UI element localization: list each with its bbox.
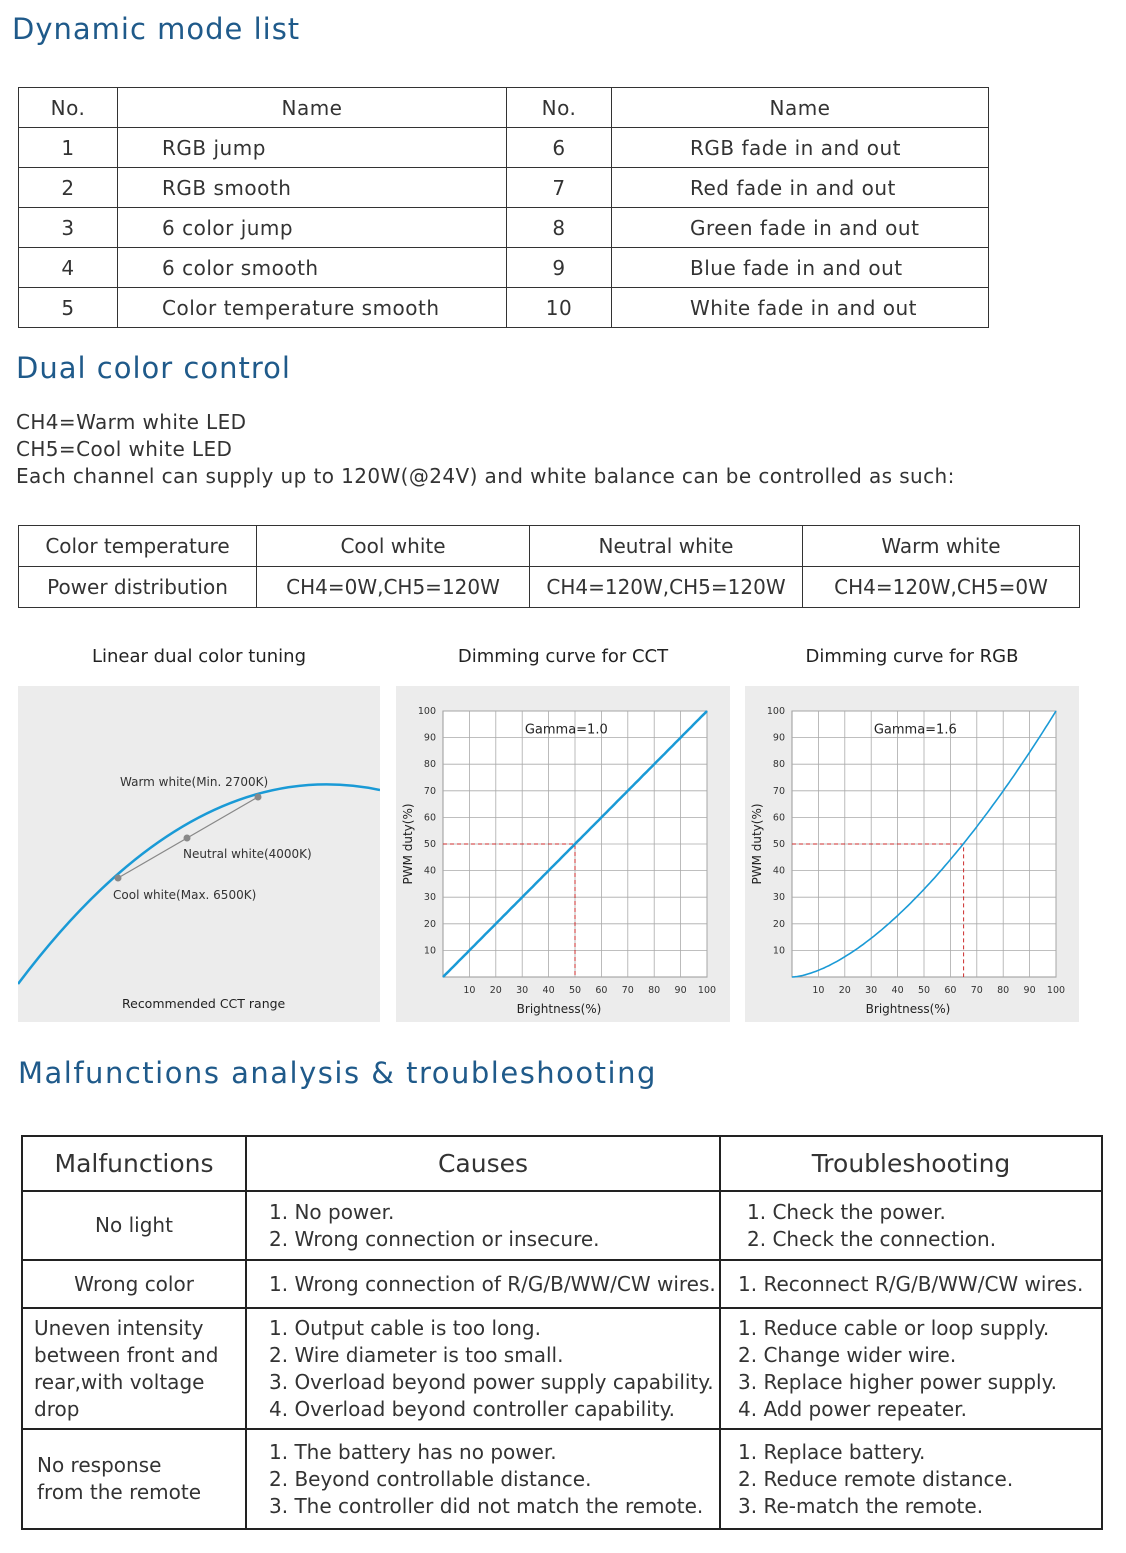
cool-white-power: CH4=0W,CH5=120W (257, 567, 530, 608)
x-tick-label: 100 (697, 985, 717, 996)
cct-curve-title: Dimming curve for CCT (457, 646, 669, 667)
cct-dimming-chart (396, 686, 730, 1022)
x-tick-label: 20 (838, 985, 851, 996)
causes-cell: 1. Wrong connection of R/G/B/WW/CW wires. (246, 1260, 720, 1308)
balance-text: Each channel can supply up to 120W(@24V) and white balance can be controlled as such: (16, 464, 955, 488)
malfunction-cell: No light (22, 1191, 246, 1260)
mode-name: 6 color smooth (118, 248, 507, 288)
x-tick-label: 10 (812, 985, 825, 996)
dynamic-mode-title: Dynamic mode list (12, 12, 301, 46)
gamma-annotation: Gamma=1.0 (524, 722, 608, 738)
header-troubleshooting: Troubleshooting (720, 1136, 1102, 1191)
mode-name: Green fade in and out (612, 208, 989, 248)
row-label: Power distribution (19, 567, 257, 608)
y-tick-label: 60 (423, 812, 436, 824)
y-tick-label: 20 (423, 918, 436, 930)
y-tick-label: 70 (772, 785, 785, 797)
mode-name: RGB fade in and out (612, 128, 989, 168)
mode-number: 3 (19, 208, 118, 248)
table-row (19, 526, 1080, 567)
table-row (22, 1191, 1102, 1260)
warm-white-power: CH4=120W,CH5=0W (803, 567, 1080, 608)
x-tick-label: 50 (568, 985, 582, 996)
y-tick-label: 70 (423, 785, 436, 797)
x-tick-label: 60 (944, 985, 957, 996)
cool-white-cell: Cool white (257, 526, 530, 567)
causes-cell: 1. Output cable is too long. 2. Wire diameter is too small. 3. Overload beyond power supply capability. 4. Overload beyond controller capability. (246, 1308, 720, 1429)
table-row (19, 288, 989, 328)
mode-table-header (19, 88, 989, 128)
warm-white-label: Warm white(Min. 2700K) (120, 775, 269, 789)
mode-number: 8 (507, 208, 612, 248)
malfunction-cell: No response from the remote (22, 1429, 246, 1529)
x-axis-label: Brightness(%) (516, 1002, 602, 1016)
mode-name: RGB smooth (118, 168, 507, 208)
ch5-text: CH5=Cool white LED (16, 437, 233, 461)
x-tick-label: 30 (865, 985, 878, 996)
x-tick-label: 90 (674, 985, 687, 996)
x-tick-label: 60 (595, 985, 608, 996)
header-causes: Causes (246, 1136, 720, 1191)
y-axis-label: PWM duty(%) (401, 803, 415, 885)
linear-tuning-title: Linear dual color tuning (91, 646, 306, 667)
mode-number: 2 (19, 168, 118, 208)
mode-name: RGB jump (118, 128, 507, 168)
cct-chart-panel (396, 686, 730, 1022)
cct-range-label: Recommended CCT range (122, 996, 286, 1011)
mode-number: 10 (507, 288, 612, 328)
x-tick-label: 70 (621, 985, 634, 996)
x-axis-label: Brightness(%) (865, 1002, 951, 1016)
mode-name: White fade in and out (612, 288, 989, 328)
x-tick-label: 30 (516, 985, 529, 996)
causes-cell: 1. The battery has no power. 2. Beyond controllable distance. 3. The controller did not match the remote. (246, 1429, 720, 1529)
warm-white-cell: Warm white (803, 526, 1080, 567)
x-tick-label: 80 (648, 985, 661, 996)
y-axis-label: PWM duty(%) (750, 803, 764, 885)
table-row (22, 1308, 1102, 1429)
header-no: No. (507, 88, 612, 128)
x-tick-label: 100 (1046, 985, 1066, 996)
y-tick-label: 90 (772, 732, 785, 744)
mode-number: 4 (19, 248, 118, 288)
table-row (19, 208, 989, 248)
neutral-white-power: CH4=120W,CH5=120W (530, 567, 803, 608)
x-tick-label: 70 (970, 985, 983, 996)
dual-color-title: Dual color control (16, 351, 291, 385)
mode-table (18, 87, 989, 328)
header-name: Name (118, 88, 507, 128)
header-malfunctions: Malfunctions (22, 1136, 246, 1191)
power-table (18, 525, 1080, 608)
linear-tuning-diagram (18, 686, 380, 1022)
table-row (22, 1260, 1102, 1308)
row-label: Color temperature (19, 526, 257, 567)
x-tick-label: 10 (463, 985, 476, 996)
x-tick-label: 80 (997, 985, 1010, 996)
y-tick-label: 100 (417, 706, 436, 717)
x-tick-label: 40 (542, 985, 555, 996)
x-tick-label: 90 (1023, 985, 1036, 996)
fixes-cell: 1. Reduce cable or loop supply. 2. Change wider wire. 3. Replace higher power supply. 4. Add power repeater. (720, 1308, 1102, 1429)
y-tick-label: 30 (423, 892, 436, 904)
gamma-annotation: Gamma=1.6 (873, 722, 957, 738)
malfunction-cell: Uneven intensity between front and rear,with voltage drop (22, 1308, 246, 1429)
table-row (19, 128, 989, 168)
y-tick-label: 30 (772, 892, 785, 904)
table-row (19, 168, 989, 208)
cool-white-point (115, 875, 122, 882)
neutral-white-point (184, 835, 191, 842)
causes-cell: 1. No power. 2. Wrong connection or insecure. (246, 1191, 720, 1260)
cool-white-label: Cool white(Max. 6500K) (113, 888, 257, 902)
y-tick-label: 40 (772, 865, 785, 877)
x-tick-label: 20 (489, 985, 502, 996)
malfunction-table (21, 1135, 1103, 1530)
y-tick-label: 50 (772, 839, 785, 850)
neutral-white-label: Neutral white(4000K) (183, 847, 312, 861)
mode-name: 6 color jump (118, 208, 507, 248)
ch4-text: CH4=Warm white LED (16, 410, 247, 434)
warm-white-point (255, 794, 262, 801)
y-tick-label: 60 (772, 812, 785, 824)
cct-curve (18, 784, 380, 984)
y-tick-label: 20 (772, 918, 785, 930)
mode-number: 6 (507, 128, 612, 168)
x-tick-label: 40 (891, 985, 904, 996)
neutral-white-cell: Neutral white (530, 526, 803, 567)
mode-number: 1 (19, 128, 118, 168)
table-row (19, 567, 1080, 608)
dual-description (16, 409, 955, 490)
y-tick-label: 40 (423, 865, 436, 877)
fixes-cell: 1. Check the power. 2. Check the connection. (720, 1191, 1102, 1260)
malfunction-cell: Wrong color (22, 1260, 246, 1308)
rgb-dimming-chart (745, 686, 1079, 1022)
fixes-cell: 1. Reconnect R/G/B/WW/CW wires. (720, 1260, 1102, 1308)
table-row (19, 248, 989, 288)
rgb-chart-panel (745, 686, 1079, 1022)
table-row (22, 1429, 1102, 1529)
mode-name: Blue fade in and out (612, 248, 989, 288)
mode-number: 7 (507, 168, 612, 208)
mode-name: Color temperature smooth (118, 288, 507, 328)
y-tick-label: 90 (423, 732, 436, 744)
rgb-curve-title: Dimming curve for RGB (805, 646, 1019, 667)
header-name: Name (612, 88, 989, 128)
y-tick-label: 10 (423, 945, 436, 957)
malfunction-title: Malfunctions analysis & troubleshooting (18, 1056, 657, 1090)
mode-name: Red fade in and out (612, 168, 989, 208)
mode-number: 9 (507, 248, 612, 288)
y-tick-label: 10 (772, 945, 785, 957)
y-tick-label: 80 (772, 759, 785, 771)
header-no: No. (19, 88, 118, 128)
mode-number: 5 (19, 288, 118, 328)
x-tick-label: 50 (917, 985, 931, 996)
y-tick-label: 80 (423, 759, 436, 771)
y-tick-label: 50 (423, 839, 436, 850)
y-tick-label: 100 (766, 706, 785, 717)
fixes-cell: 1. Replace battery. 2. Reduce remote distance. 3. Re-match the remote. (720, 1429, 1102, 1529)
malfunction-table-header (22, 1136, 1102, 1191)
linear-tuning-panel (18, 686, 380, 1022)
